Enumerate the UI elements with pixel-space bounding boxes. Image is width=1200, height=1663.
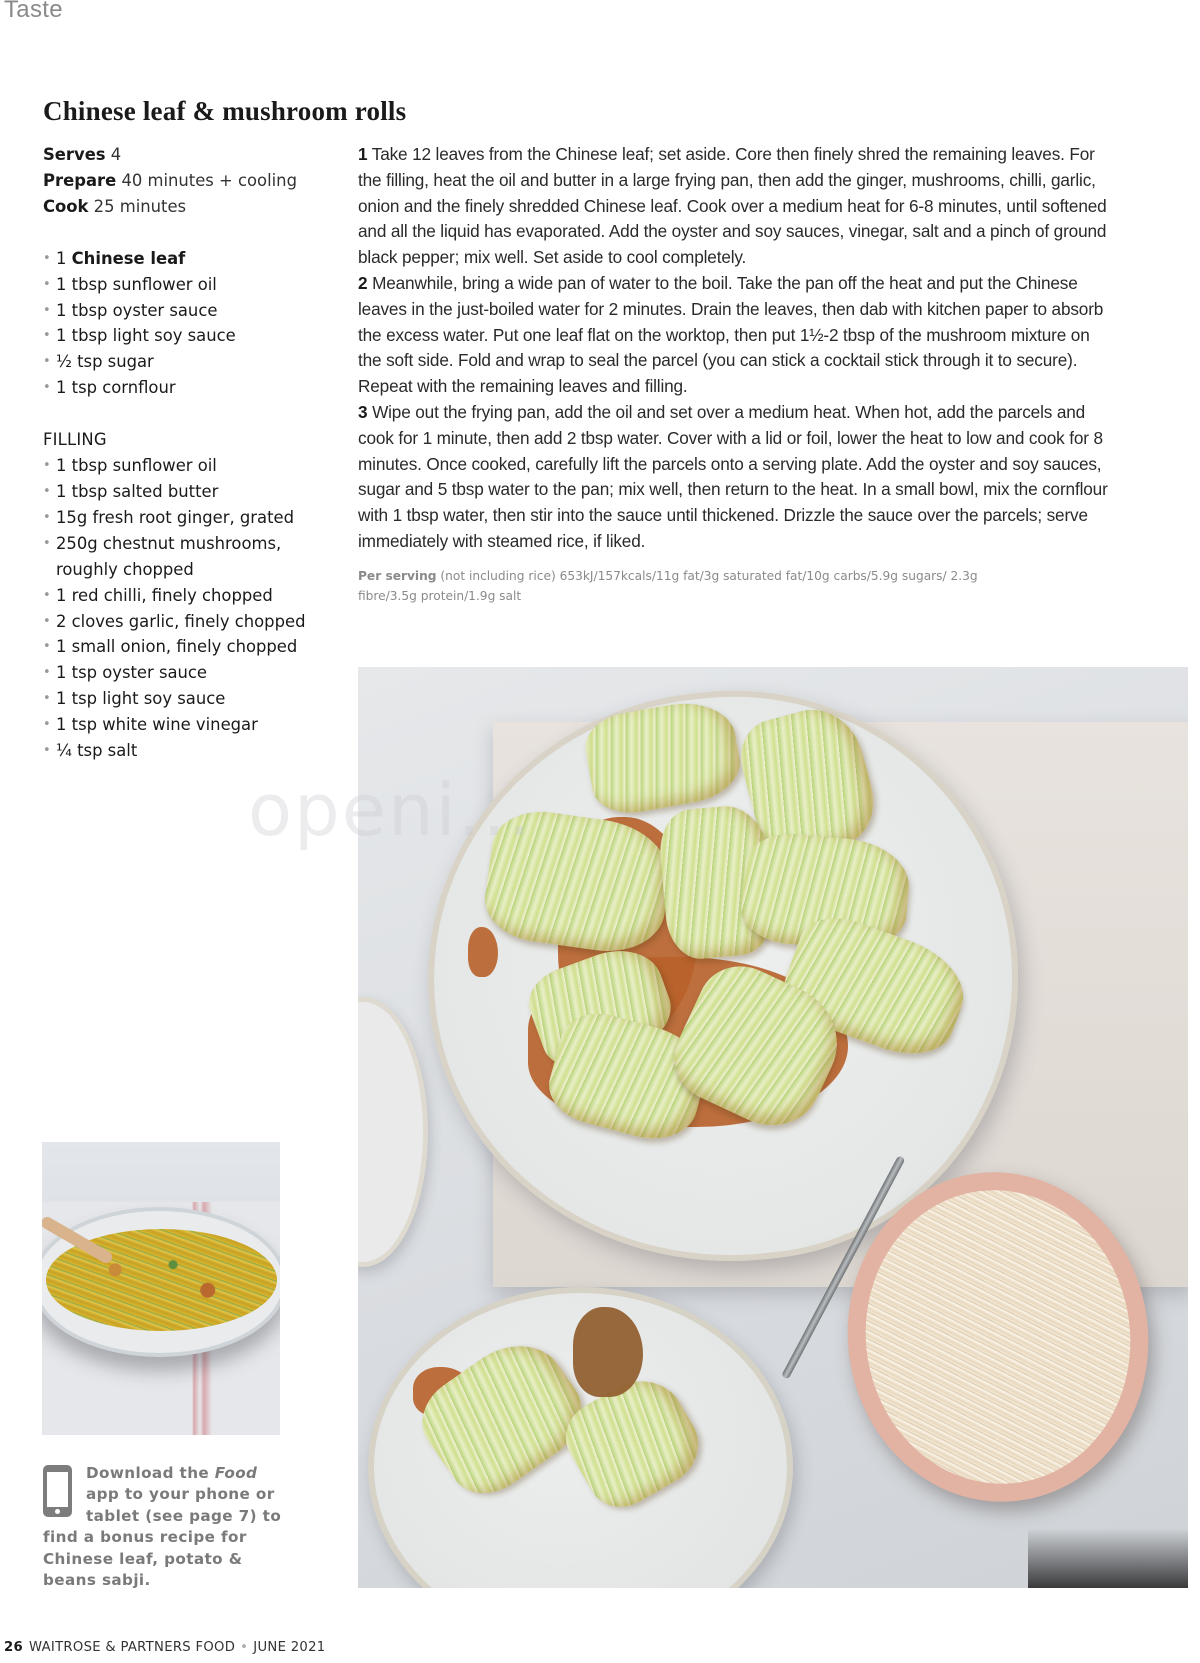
section-label: Taste: [4, 0, 63, 23]
issue-date: JUNE 2021: [253, 1640, 326, 1655]
recipe-title: Chinese leaf & mushroom rolls: [43, 96, 407, 126]
publication-name: WAITROSE & PARTNERS FOOD: [28, 1640, 236, 1655]
separator: •: [240, 1640, 249, 1655]
page-footer: [4, 1640, 325, 1655]
main-recipe-photo: [358, 667, 1188, 1588]
filling-item: • 1 tsp white wine vinegar: [43, 712, 333, 738]
serves-value: 4: [110, 145, 122, 164]
filling-item: • 1 small onion, finely chopped: [43, 634, 333, 660]
filling-item: • 1 tsp light soy sauce: [43, 686, 333, 712]
app-promo: Download the Food app to your phone or tablet (see page 7) to find a bonus recipe for Chinese leaf, potato & beans sabji.: [43, 1464, 282, 1590]
ingredient-item: • 1 tbsp light soy sauce: [43, 323, 333, 349]
filling-item: • 1 tbsp salted butter: [43, 479, 333, 505]
page-number: 26: [4, 1640, 23, 1655]
serves-label: Serves: [43, 145, 106, 164]
app-name: Food: [214, 1464, 258, 1482]
method-steps: [358, 142, 1108, 555]
filling-item: • 1 tbsp sunflower oil: [43, 453, 333, 479]
filling-item: • 1 red chilli, finely chopped: [43, 583, 333, 609]
ingredient-item: • 1 tbsp sunflower oil: [43, 272, 333, 298]
filling-heading: FILLING: [43, 430, 107, 450]
cook-row: [43, 194, 333, 220]
phone-icon: [43, 1465, 72, 1517]
filling-item: • 250g chestnut mushrooms, roughly chopped: [43, 531, 293, 583]
ingredients-column: [43, 142, 333, 764]
ingredient-list: [43, 246, 333, 401]
filling-item: • ¼ tsp salt: [43, 738, 333, 764]
cook-value: 25 minutes: [93, 196, 187, 216]
watermark: openi...: [248, 768, 533, 852]
method-step-1: 1 Take 12 leaves from the Chinese leaf; set aside. Core then finely shred the remaining leaves. For the filling, heat the oil and butter in a large frying pan, then add the ginger, mushrooms, chilli, garlic, onion and the finely shredded Chinese leaf. Cook over a medium heat for 6-8 minutes, until softened and all the liquid has evaporated. Add the oyster and soy sauces, vinegar, salt and a pinch of ground black pepper; mix well. Set aside to cool completely.: [358, 144, 1107, 268]
bonus-recipe-photo: [42, 1142, 280, 1435]
ingredient-item: • 1 tbsp oyster sauce: [43, 298, 333, 324]
filling-item: • 15g fresh root ginger, grated: [43, 505, 333, 531]
nutrition-info: [358, 566, 998, 606]
serves-row: [43, 142, 333, 168]
nutrition-note: (not including rice): [440, 569, 556, 583]
nutrition-values: 653kJ/157kcals/11g fat/3g saturated fat/10g carbs/5.9g sugars/ 2.3g fibre/3.5g protein/1.9g salt: [358, 569, 978, 603]
ingredient-item: • ½ tsp sugar: [43, 349, 333, 375]
method-step-3: 3 Wipe out the frying pan, add the oil and set over a medium heat. When hot, add the parcels and cook for 1 minute, then add 2 tbsp water. Cover with a lid or foil, lower the heat to low and cook for 8 minutes. Once cooked, carefully lift the parcels onto a serving plate. Add the oyster and soy sauces, sugar and 5 tbsp water to the pan; mix well, then return to the heat. In a small bowl, mix the cornflour with 1 tbsp water, then stir into the sauce until thickened. Drizzle the sauce over the parcels; serve immediately with steamed rice, if liked.: [358, 401, 1108, 551]
prepare-row: [43, 168, 333, 194]
ingredient-item: • 1 tsp cornflour: [43, 375, 333, 401]
method-step-2: 2 Meanwhile, bring a wide pan of water to the boil. Take the pan off the heat and put the Chinese leaves in the just-boiled water for 2 minutes. Drain the leaves, then dab with kitchen paper to absorb the excess water. Put one leaf flat on the worktop, then put 1½-2 tbsp of the mushroom mixture on the soft side. Fold and wrap to seal the parcel (you can stick a cocktail stick through it to secure). Repeat with the remaining leaves and filling.: [358, 272, 1104, 397]
ingredient-item: • 1 Chinese leaf: [43, 246, 333, 272]
prepare-label: Prepare: [43, 170, 117, 190]
nutrition-label: Per serving: [358, 569, 437, 583]
filling-list: [43, 453, 333, 764]
prepare-value: 40 minutes + cooling: [121, 170, 297, 190]
cook-label: Cook: [43, 196, 89, 216]
filling-item: • 2 cloves garlic, finely chopped: [43, 609, 333, 635]
filling-item: • 1 tsp oyster sauce: [43, 660, 333, 686]
